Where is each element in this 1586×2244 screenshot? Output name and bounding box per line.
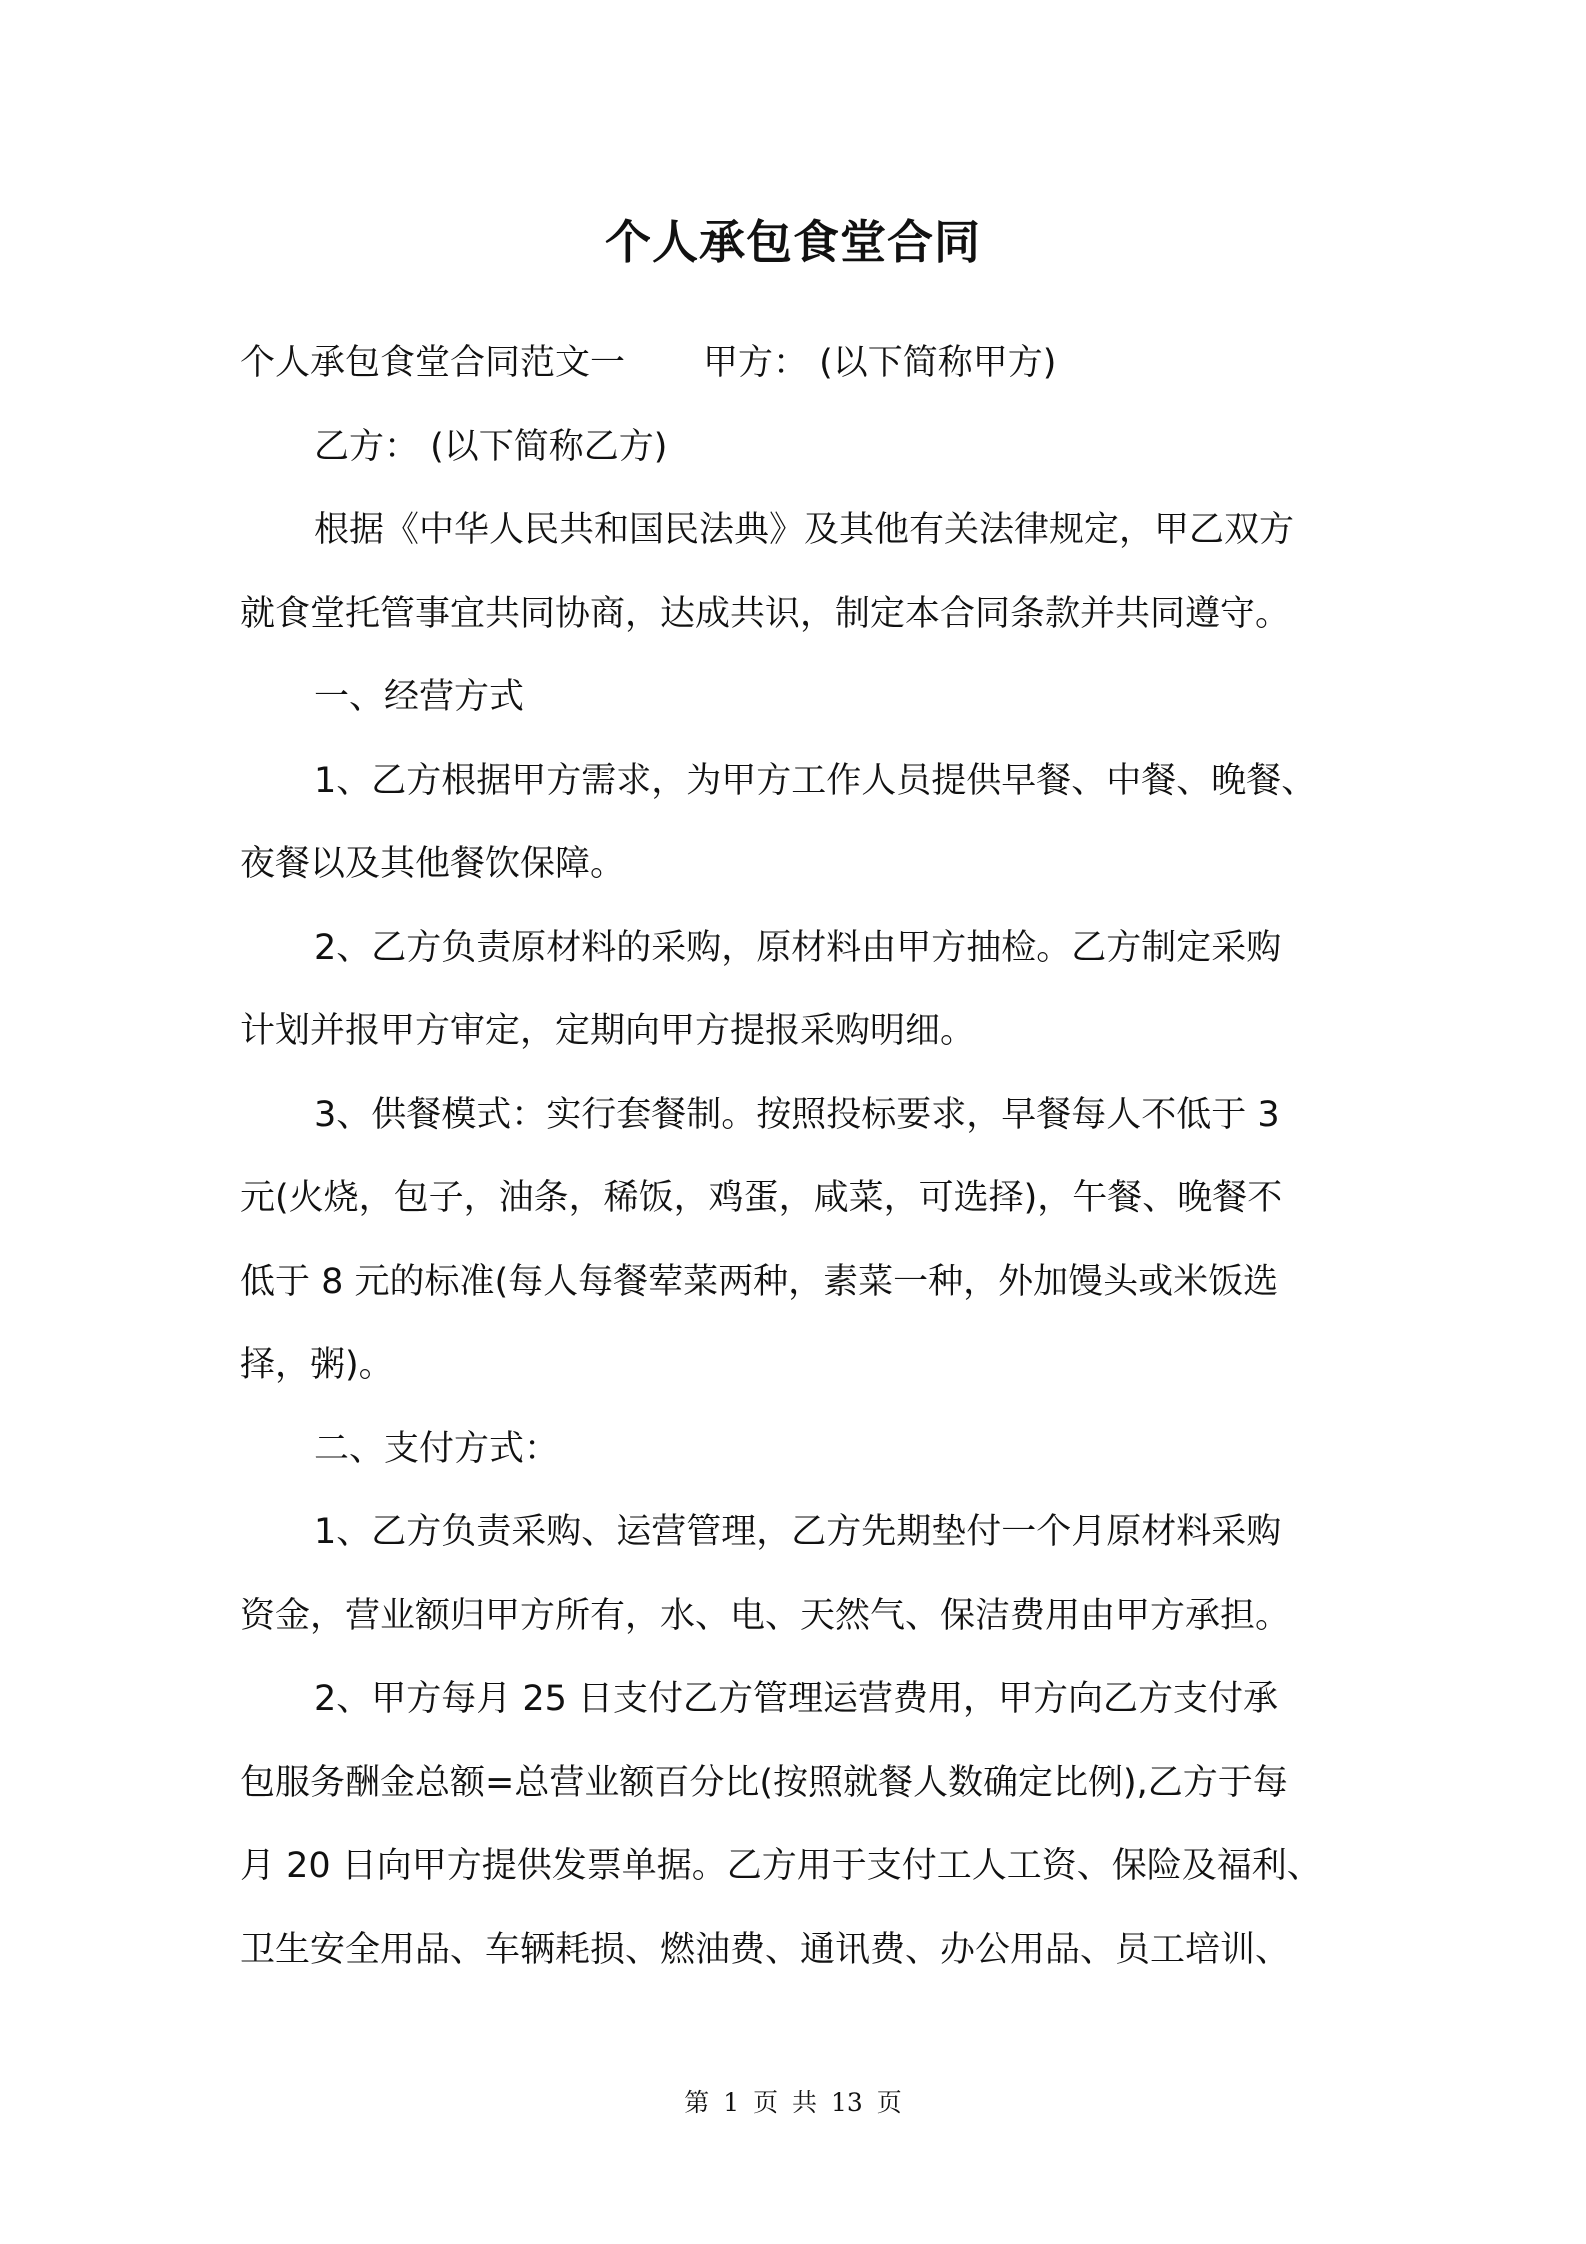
party-b-line: 乙方： (以下简称乙方) — [314, 426, 668, 467]
clause-line: 3、供餐模式：实行套餐制。按照投标要求，早餐每人不低于 3 — [314, 1094, 1280, 1135]
page-title: 个人承包食堂合同 — [605, 215, 981, 269]
clause-line: 夜餐以及其他餐饮保障。 — [240, 844, 626, 884]
party-a-line: 甲方： (以下简称甲方) — [703, 343, 1057, 383]
intro-line — [240, 322, 1370, 406]
document-body — [240, 322, 1370, 1992]
clause-line: 2、乙方负责原材料的采购，原材料由甲方抽检。乙方制定采购 — [314, 927, 1282, 968]
clause-line: 元(火烧，包子，油条，稀饭，鸡蛋，咸菜，可选择)，午餐、晚餐不 — [240, 1178, 1283, 1218]
clause-line: 择，粥)。 — [240, 1345, 394, 1385]
clause-line: 卫生安全用品、车辆耗损、燃油费、通讯费、办公用品、员工培训、 — [240, 1929, 1291, 1970]
clause-line: 1、乙方根据甲方需求，为甲方工作人员提供早餐、中餐、晚餐、 — [314, 760, 1317, 801]
clause-line: 月 20 日向甲方提供发票单据。乙方用于支付工人工资、保险及福利、 — [240, 1846, 1322, 1886]
clause-line: 低于 8 元的标准(每人每餐荤菜两种，素菜一种，外加馒头或米饭选 — [240, 1261, 1279, 1302]
clause-line: 1、乙方负责采购、运营管理，乙方先期垫付一个月原材料采购 — [314, 1512, 1282, 1552]
page-number: 第 1 页 共 13 页 — [684, 2088, 902, 2117]
clause-line: 包服务酬金总额=总营业额百分比(按照就餐人数确定比例),乙方于每 — [240, 1762, 1288, 1803]
section-heading-payment: 二、支付方式： — [314, 1428, 560, 1469]
clause-line: 计划并报甲方审定，定期向甲方提报采购明细。 — [240, 1011, 976, 1051]
clause-line: 2、甲方每月 25 日支付乙方管理运营费用，甲方向乙方支付承 — [314, 1679, 1279, 1719]
preamble-line: 就食堂托管事宜共同协商，达成共识，制定本合同条款并共同遵守。 — [240, 593, 1291, 634]
sample-label: 个人承包食堂合同范文一 — [240, 343, 626, 383]
clause-line: 资金，营业额归甲方所有，水、电、天然气、保洁费用由甲方承担。 — [240, 1595, 1291, 1636]
preamble-line: 根据《中华人民共和国民法典》及其他有关法律规定，甲乙双方 — [314, 510, 1295, 550]
section-heading-operation: 一、经营方式 — [314, 677, 525, 717]
